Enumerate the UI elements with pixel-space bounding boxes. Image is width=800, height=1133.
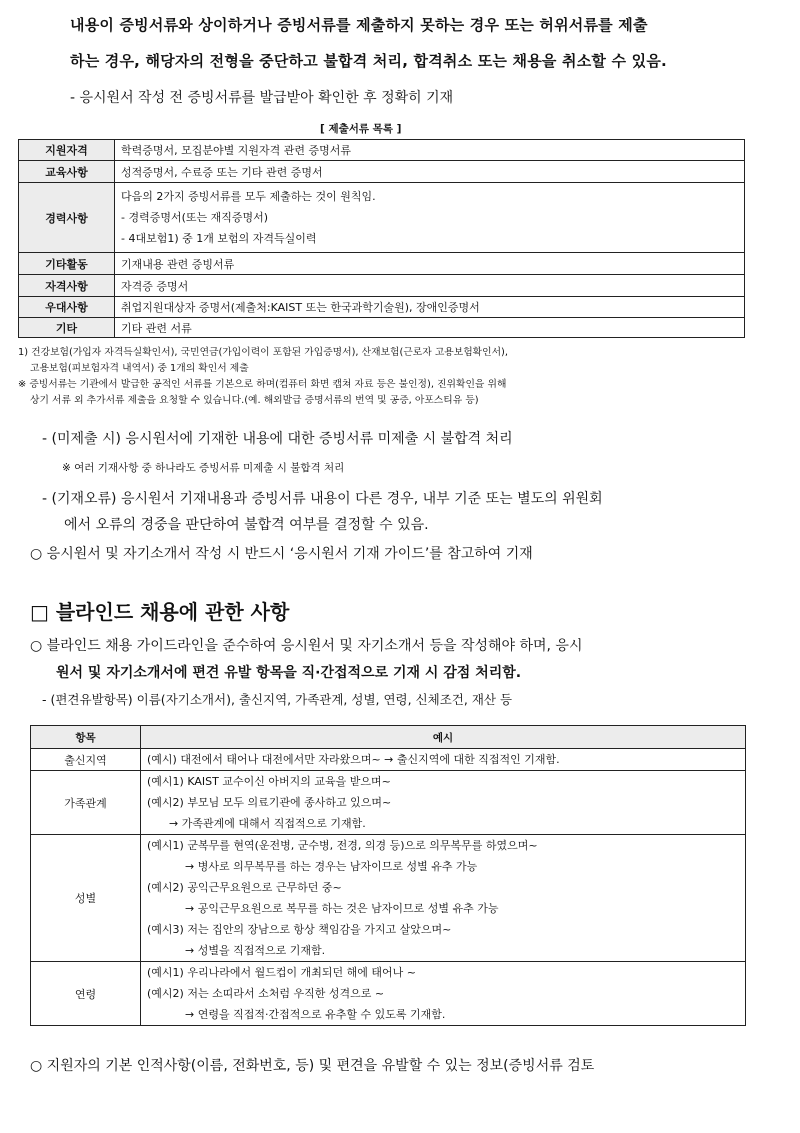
row-line: (예시1) 우리나라에서 월드컵이 개최되던 해에 태어나 ~ (147, 966, 416, 979)
row-value (141, 835, 746, 962)
docs-table-caption: [ 제출서류 목록 ] (320, 123, 402, 135)
last-paragraph: ○ 지원자의 기본 인적사항(이름, 전화번호, 등) 및 편견을 유발할 수 있는 정보(증빙서류 검토 (30, 1058, 595, 1074)
table-row (19, 253, 745, 275)
row-line: (예시2) 부모님 모두 의료기관에 종사하고 있으며~ (147, 796, 392, 809)
row-line: → 연령을 직접적·간접적으로 유추할 수 있도록 기재함. (185, 1008, 446, 1021)
row-value (115, 183, 745, 253)
table-row (19, 275, 745, 297)
table-row (19, 140, 745, 161)
blind-paragraph-1b: 원서 및 자기소개서에 편견 유발 항목을 직·간접적으로 기재 시 감점 처리함. (56, 665, 522, 681)
table-row (19, 183, 745, 253)
row-line: (예시2) 공익근무요원으로 근무하던 중~ (147, 881, 342, 894)
row-key: 출신지역 (31, 749, 141, 771)
row-line: 다음의 2가지 증빙서류를 모두 제출하는 것이 원칙임. (121, 190, 376, 203)
bias-table (30, 725, 746, 1026)
row-key: 교육사항 (19, 161, 115, 183)
footnote-1: 1) 건강보험(가입자 자격득실확인서), 국민연금(가입이력이 포함된 가입증명서), 산재보험(근로자 고용보험확인서), (18, 347, 508, 358)
row-line: → 성별을 직접적으로 기재함. (185, 944, 326, 957)
note-missing-submission: - (미제출 시) 응시원서에 기재한 내용에 대한 증빙서류 미제출 시 불합격 처리 (42, 431, 513, 447)
table-row (31, 835, 746, 962)
row-key: 자격사항 (19, 275, 115, 297)
footnote-3: ※ 증빙서류는 기관에서 발급한 공적인 서류를 기본으로 하며(컴퓨터 화면 캡쳐 자료 등은 불인정), 진위확인을 위해 (18, 379, 507, 390)
column-header-example: 예시 (141, 726, 746, 749)
table-row (19, 297, 745, 318)
footnote-2: 고용보험(피보험자격 내역서) 중 1개의 확인서 제출 (30, 363, 249, 374)
intro-line-2: 하는 경우, 해당자의 전형을 중단하고 불합격 처리, 합격취소 또는 채용을 취소할 수 있음. (70, 52, 667, 70)
row-value: 학력증명서, 모집분야별 지원자격 관련 증명서류 (115, 140, 745, 161)
note-guide-reference: ○ 응시원서 및 자기소개서 작성 시 반드시 ‘응시원서 기재 가이드’를 참고하여 기재 (30, 546, 533, 562)
row-value: 성적증명서, 수료증 또는 기타 관련 증명서 (115, 161, 745, 183)
note-missing-submission-sub: ※ 여러 기재사항 중 하나라도 증빙서류 미제출 시 불합격 처리 (62, 462, 345, 474)
row-line: (예시3) 저는 집안의 장남으로 항상 책임감을 가지고 살았으며~ (147, 923, 452, 936)
docs-table (18, 139, 745, 338)
row-line: → 가족관계에 대해서 직접적으로 기재함. (169, 817, 366, 830)
intro-line-1: 내용이 증빙서류와 상이하거나 증빙서류를 제출하지 못하는 경우 또는 허위서류를 제출 (70, 16, 648, 34)
row-key: 성별 (31, 835, 141, 962)
intro-line-3: - 응시원서 작성 전 증빙서류를 발급받아 확인한 후 정확히 기재 (70, 90, 454, 106)
row-line: (예시2) 저는 소띠라서 소처럼 우직한 성격으로 ~ (147, 987, 385, 1000)
table-row (31, 749, 746, 771)
row-key: 지원자격 (19, 140, 115, 161)
row-key: 기타활동 (19, 253, 115, 275)
note-entry-error-1: - (기재오류) 응시원서 기재내용과 증빙서류 내용이 다른 경우, 내부 기준 또는 별도의 위원회 (42, 491, 603, 507)
row-value (141, 771, 746, 835)
note-entry-error-2: 에서 오류의 경중을 판단하여 불합격 여부를 결정할 수 있음. (64, 517, 429, 533)
row-line: → 병사로 의무복무를 하는 경우는 남자이므로 성별 유추 가능 (185, 860, 478, 873)
row-value (141, 962, 746, 1026)
table-row (19, 161, 745, 183)
row-key: 우대사항 (19, 297, 115, 318)
row-line: → 공익근무요원으로 복무를 하는 것은 남자이므로 성별 유추 가능 (185, 902, 499, 915)
row-value: 기재내용 관련 증빙서류 (115, 253, 745, 275)
row-line: (예시1) 군복무를 현역(운전병, 군수병, 전경, 의경 등)으로 의무복무를 하였으며~ (147, 839, 538, 852)
table-header-row (31, 726, 746, 749)
row-key: 기타 (19, 318, 115, 338)
table-row (31, 771, 746, 835)
row-key: 경력사항 (19, 183, 115, 253)
table-row (19, 318, 745, 338)
row-line: (예시1) KAIST 교수이신 아버지의 교육을 받으며~ (147, 775, 391, 788)
row-key: 가족관계 (31, 771, 141, 835)
blind-paragraph-2: - (편견유발항목) 이름(자기소개서), 출신지역, 가족관계, 성별, 연령, 신체조건, 재산 등 (42, 692, 513, 707)
footnote-4: 상기 서류 외 추가서류 제출을 요청할 수 있습니다.(예. 해외발급 증명서류의 번역 및 공증, 아포스티유 등) (30, 395, 479, 406)
row-value: 기타 관련 서류 (115, 318, 745, 338)
column-header-item: 항목 (31, 726, 141, 749)
row-value: 자격증 증명서 (115, 275, 745, 297)
row-value: 취업지원대상자 증명서(제출처:KAIST 또는 한국과학기술원), 장애인증명서 (115, 297, 745, 318)
row-line: - 경력증명서(또는 재직증명서) (121, 211, 269, 224)
blind-paragraph-1a: ○ 블라인드 채용 가이드라인을 준수하여 응시원서 및 자기소개서 등을 작성해야 하며, 응시 (30, 638, 583, 654)
section-heading-blind: □ 블라인드 채용에 관한 사항 (30, 600, 290, 624)
row-value: (예시) 대전에서 태어나 대전에서만 자라왔으며~ → 출신지역에 대한 직접적인 기재함. (141, 749, 746, 771)
row-key: 연령 (31, 962, 141, 1026)
table-row (31, 962, 746, 1026)
row-line: - 4대보험1) 중 1개 보험의 자격득실이력 (121, 232, 317, 245)
